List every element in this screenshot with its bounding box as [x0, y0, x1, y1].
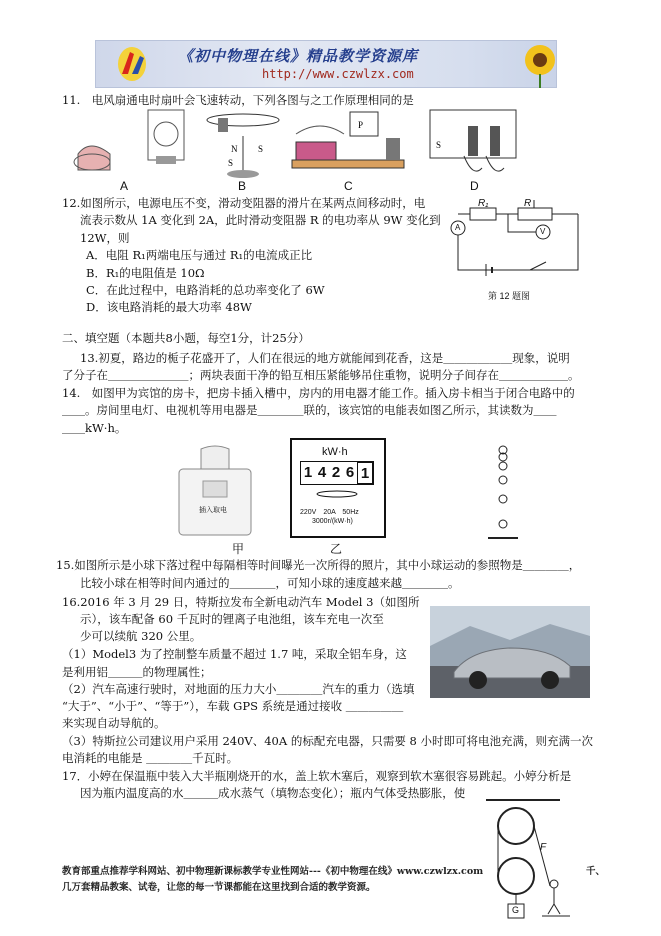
q12-line2: 流表示数从 1A 变化到 2A，此时滑动变阻器 R 的电功率从 9W 变化到: [80, 213, 441, 227]
pulley-diagram: [480, 796, 580, 920]
label-yi: 乙: [330, 542, 343, 556]
banner-url: http://www.czwlzx.com: [262, 67, 414, 81]
q12-caption: 第 12 题图: [488, 291, 531, 301]
q11-option-c: C: [344, 179, 353, 193]
q16-p1b: 是利用铝＿＿＿的物理属性；: [62, 665, 212, 679]
tesla-car-photo: [430, 606, 590, 698]
falling-ball-photo: [488, 444, 518, 540]
pulley-label-g: G: [512, 905, 520, 915]
q12-line1: 12.如图所示，电源电压不变，滑动变阻器的滑片在某两点间移动时，电: [62, 196, 426, 210]
q16-p2c: 来实现自动导航的。: [62, 716, 166, 730]
q16-p2b: “大于”、“小于”、“等于”），车载 GPS 系统是通过接收 ＿＿＿＿＿: [62, 699, 404, 713]
q16-p2a: （2）汽车高速行驶时，对地面的压力大小＿＿＿＿汽车的重力（选填: [62, 682, 415, 696]
meter-digit-decimal: 1: [357, 462, 373, 484]
meter-spec: 220V 20A 50Hz: [300, 509, 359, 516]
svg-text:S: S: [436, 140, 442, 150]
meter-digit: 4: [317, 464, 327, 481]
svg-text:S: S: [258, 144, 264, 154]
logo-icon: [112, 44, 152, 84]
meter-digits: [300, 461, 374, 485]
q12-option-c: C．在此过程中，电路消耗的总功率变化了 6W: [86, 283, 325, 297]
section-heading: 二、填空题（本题共8小题，每空1分，计25分）: [62, 331, 310, 345]
footer-line1-tail: 千、: [586, 866, 606, 877]
q15-line2: 比较小球在相等时间内通过的＿＿＿＿，可知小球的速度越来越＿＿＿＿。: [80, 576, 460, 590]
footer-line1: 教育部重点推荐学科网站、初中物理新课标教学专业性网站---《初中物理在线》www.czwlzx.com: [62, 866, 484, 877]
q16-p3a: （3）特斯拉公司建议用户采用 240V、40A 的标配充电器，只需要 8 小时即可将电池充满，则充满一次: [62, 734, 593, 748]
q14-line3: ＿＿kW·h。: [62, 421, 127, 435]
sunflower-icon: [520, 40, 560, 88]
q12-voltmeter-label: V: [540, 227, 546, 236]
q14-line1: 14. 如图甲为宾馆的房卡，把房卡插入槽中，房内的用电器才能工作。插入房卡相当于闭合电路中的: [62, 386, 575, 400]
meter-digit: 1: [303, 464, 313, 481]
q11-figure-b: [198, 108, 288, 184]
footer-line2: 几万套精品教案、试卷，让您的每一节课都能在这里找到合适的教学资源。: [62, 882, 376, 893]
q11-figure-d: [428, 108, 518, 184]
q16-line1: 16.2016 年 3 月 29 日，特斯拉发布全新电动汽车 Model 3（如图所: [62, 595, 420, 609]
q14-line2: ＿＿。房间里电灯、电视机等用电器是＿＿＿＿联的，该宾馆的电能表如图乙所示，其读数为＿＿: [62, 403, 557, 417]
svg-text:P: P: [358, 120, 364, 130]
q17-line2: 因为瓶内温度高的水＿＿＿成水蒸气（填物态变化）；瓶内气体受热膨胀，使: [80, 786, 466, 800]
q15-line1: 15.如图所示是小球下落过程中每隔相等时间曝光一次所得的照片，其中小球运动的参照物是＿＿＿＿，: [56, 558, 581, 572]
q17-line1: 17．小婷在保温瓶中装入大半瓶刚烧开的水，盖上软木塞后，观察到软木塞很容易跳起。小婷分析是: [62, 769, 572, 783]
label-jia: 甲: [232, 542, 245, 556]
q12-ammeter-label: A: [455, 223, 461, 232]
q12-option-d: D．该电路消耗的最大功率 48W: [86, 300, 252, 314]
card-text: 插入取电: [199, 507, 227, 514]
q16-p3b: 电消耗的电能是 ＿＿＿＿千瓦时。: [62, 751, 239, 765]
q12-circuit-diagram: [448, 198, 588, 278]
meter-spec2: 3000r/(kW·h): [312, 518, 353, 525]
q13-line2: 了分子在＿＿＿＿＿＿＿；两块表面干净的铅互相压紧能够吊住重物，说明分子间存在＿＿＿＿＿＿。: [62, 368, 580, 382]
q11-figure-c: [290, 108, 416, 184]
q11-option-d: D: [470, 179, 479, 193]
q11-option-b: B: [238, 179, 247, 193]
room-card-image: [175, 447, 255, 539]
meter-disc: [315, 489, 359, 499]
q12-option-b: B．R₁的电阻值是 10Ω: [86, 266, 205, 280]
q12-option-a: A．电阻 R₁两端电压与通过 R₁的电流成正比: [86, 248, 313, 262]
svg-text:N: N: [231, 144, 238, 154]
meter-digit: 2: [331, 464, 341, 481]
banner-title: 《初中物理在线》精品教学资源库: [178, 47, 419, 65]
q11-figure-a: [70, 108, 190, 184]
svg-text:S: S: [228, 158, 234, 168]
q11-stem: 11. 电风扇通电时扇叶会飞速转动，下列各图与之工作原理相同的是: [62, 93, 414, 107]
meter-unit: kW·h: [322, 446, 348, 458]
q16-p1a: （1）Model3 为了控制整车质量不超过 1.7 吨，采取全铝车身，这: [62, 647, 407, 661]
q16-line3: 少可以续航 320 公里。: [80, 629, 202, 643]
pulley-label-f: F: [540, 842, 547, 853]
q12-line3: 12W，则: [80, 231, 130, 245]
q13-line1: 13.初夏，路边的栀子花盛开了，人们在很远的地方就能闻到花香，这是＿＿＿＿＿＿现象，说明: [80, 351, 570, 365]
q16-line2: 示），该车配备 60 千瓦时的锂离子电池组，该车充电一次至: [80, 612, 384, 626]
meter-digit: 6: [345, 464, 355, 481]
q11-option-a: A: [120, 179, 129, 193]
q12-label-r: R: [524, 198, 532, 209]
q12-label-r1: R₁: [478, 198, 489, 209]
